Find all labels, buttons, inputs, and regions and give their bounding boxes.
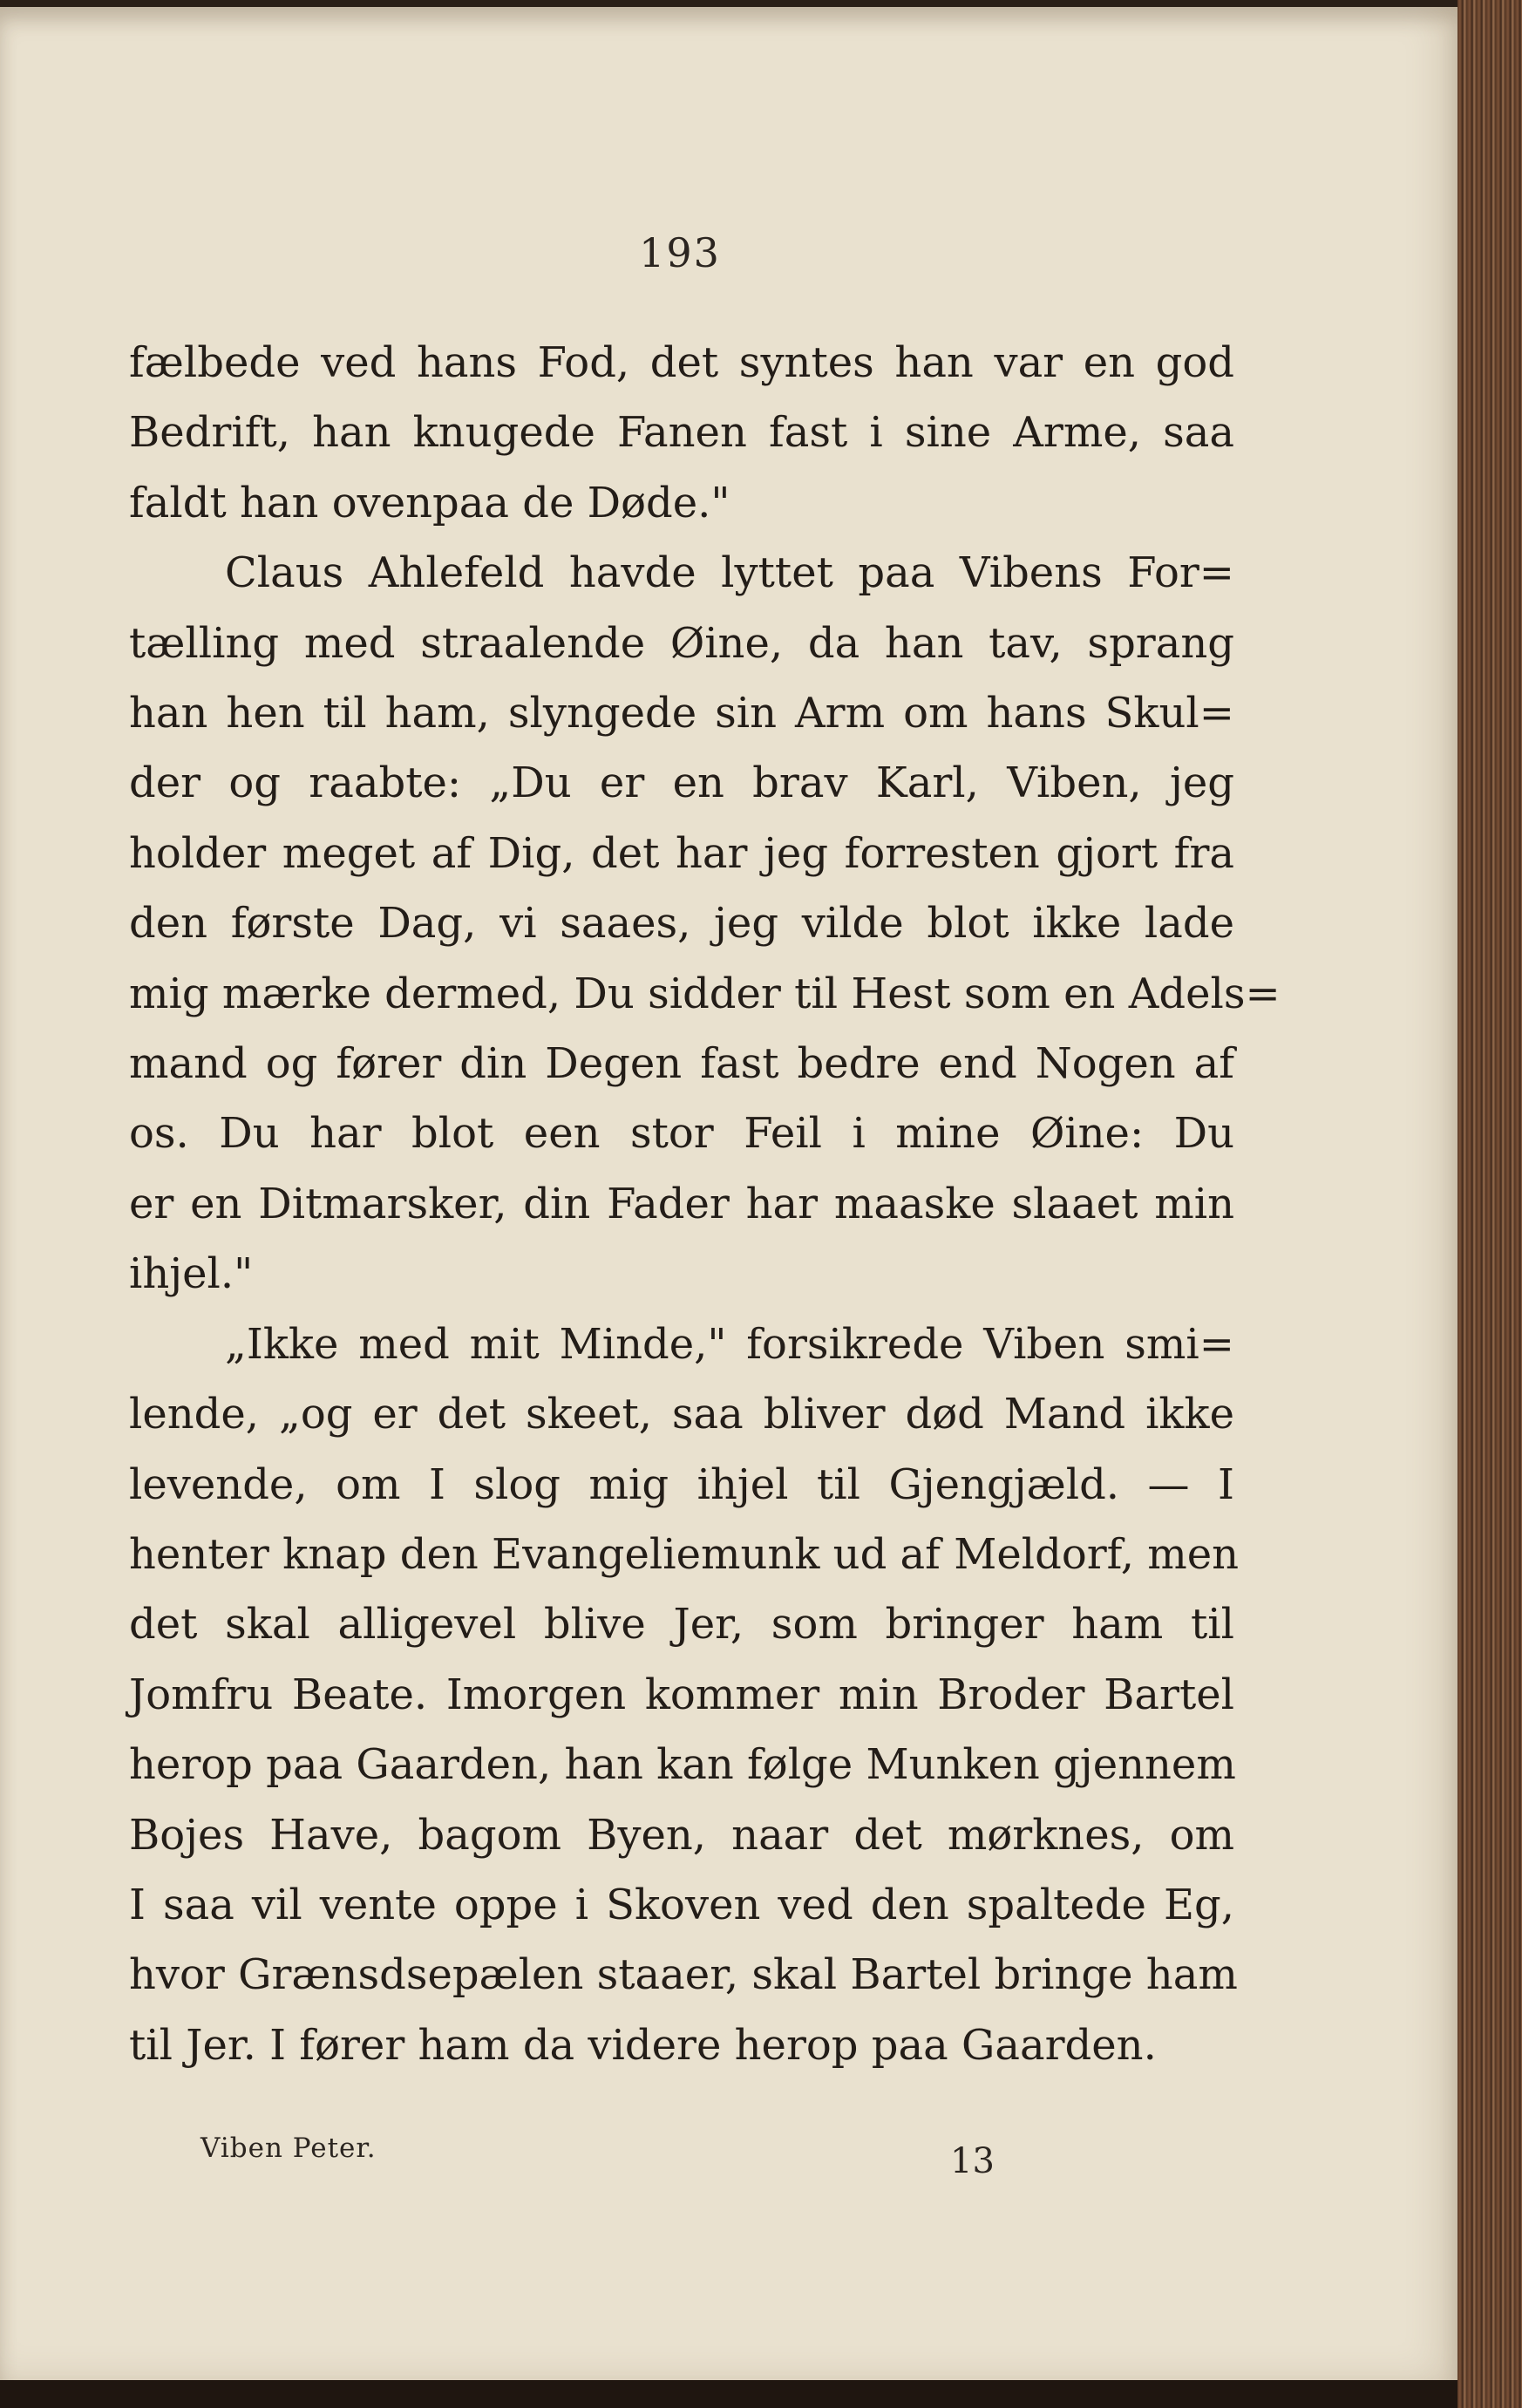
text-line: der og raabte: „Du er en brav Karl, Viben, jeg — [129, 758, 1234, 808]
text-line: er en Ditmarsker, din Fader har maaske slaaet min — [129, 1179, 1234, 1228]
text-line: henter knap den Evangeliemunk ud af Meldorf, men — [129, 1529, 1240, 1579]
text-line: det skal alligevel blive Jer, som bringer ham til — [129, 1600, 1234, 1650]
text-line: ihjel." — [129, 1249, 254, 1299]
text-line: tælling med straalende Øine, da han tav, sprang — [129, 618, 1234, 668]
text-line: mig mærke dermed, Du sidder til Hest som en Adels= — [129, 969, 1281, 1018]
text-line: I saa vil vente oppe i Skoven ved den spaltede Eg, — [129, 1880, 1234, 1929]
text-line: til Jer. I fører ham da videre herop paa Gaarden. — [129, 2020, 1157, 2070]
text-line: Claus Ahlefeld havde lyttet paa Vibens For= — [225, 548, 1234, 598]
text-line: faldt han ovenpaa de Døde." — [129, 478, 730, 527]
footer-title: Viben Peter. — [200, 2133, 377, 2164]
text-line: „Ikke med mit Minde," forsikrede Viben smi= — [225, 1319, 1234, 1369]
text-line: Jomfru Beate. Imorgen kommer min Broder Bartel — [129, 1670, 1234, 1719]
text-line: Bojes Have, bagom Byen, naar det mørknes, om — [129, 1810, 1234, 1860]
text-line: mand og fører din Degen fast bedre end Nogen af — [129, 1039, 1234, 1089]
text-line: os. Du har blot een stor Feil i mine Øine: Du — [129, 1109, 1234, 1159]
text-line: fælbede ved hans Fod, det syntes han var en god — [129, 338, 1234, 387]
book-page — [0, 7, 1457, 2380]
text-line: den første Dag, vi saaes, jeg vilde blot ikke lade — [129, 899, 1234, 949]
text-line: levende, om I slog mig ihjel til Gjengjæld. — I — [129, 1459, 1234, 1509]
text-line: han hen til ham, slyngede sin Arm om hans Skul= — [129, 689, 1234, 738]
page-number: 193 — [639, 229, 721, 276]
text-line: holder meget af Dig, det har jeg forresten gjort fra — [129, 828, 1234, 878]
body-text — [129, 328, 1281, 2080]
book-page-edges — [1457, 0, 1522, 2408]
text-line: hvor Grænsdsepælen staaer, skal Bartel bringe ham — [129, 1950, 1238, 2000]
text-line: Bedrift, han knugede Fanen fast i sine Arme, saa — [129, 408, 1234, 458]
text-line: lende, „og er det skeet, saa bliver død Mand ikke — [129, 1390, 1234, 1439]
text-line: herop paa Gaarden, han kan følge Munken gjennem — [129, 1740, 1236, 1790]
signature-mark: 13 — [950, 2141, 995, 2181]
book-bottom-edge — [0, 2380, 1457, 2408]
